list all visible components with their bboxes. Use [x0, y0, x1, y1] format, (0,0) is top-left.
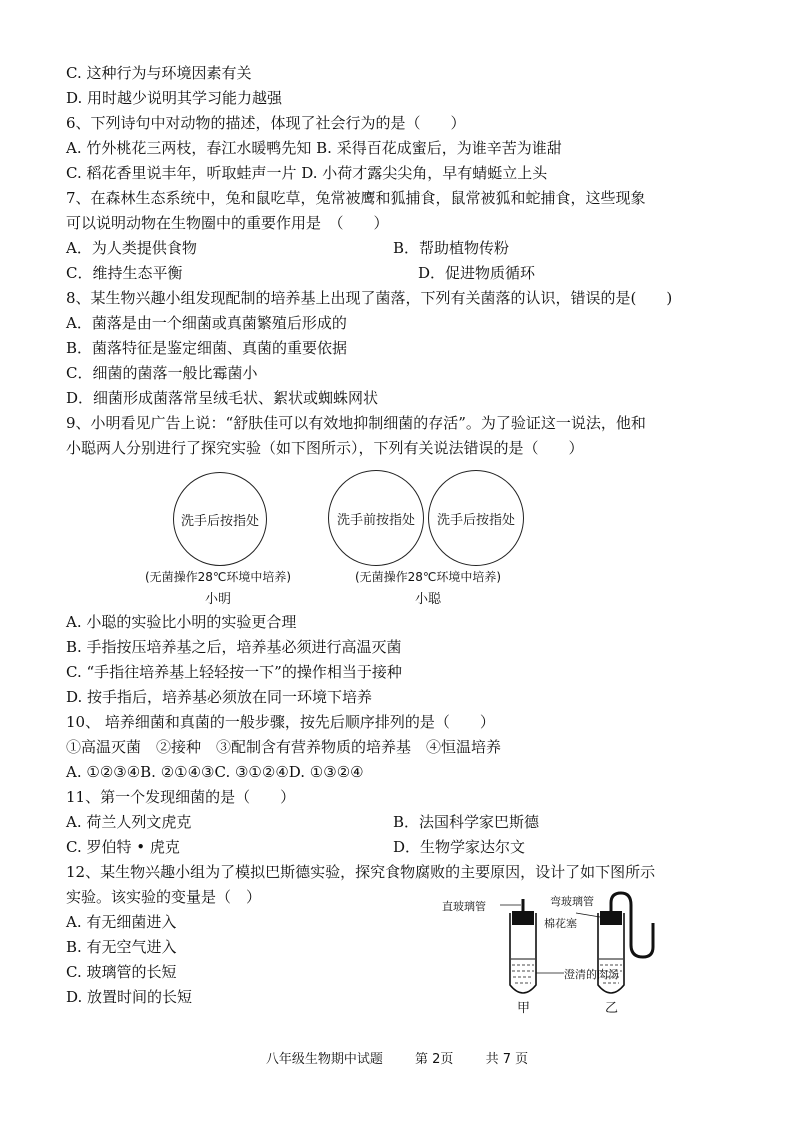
label-yi: 乙: [605, 1001, 619, 1016]
q9-stem-2: 小聪两人分别进行了探究实验（如下图所示），下列有关说法错误的是（ ）: [66, 439, 584, 457]
xiaocong-dish-after-label: 洗手后按指处: [436, 512, 515, 528]
xiaocong-name: 小聪: [414, 592, 441, 607]
q8-option-b: B．菌落特征是鉴定细菌、真菌的重要依据: [66, 339, 348, 357]
q10-steps: ①高温灭菌 ②接种 ③配制含有营养物质的培养基 ④恒温培养: [66, 738, 502, 756]
broth-label: 澄清的肉汤: [564, 968, 619, 981]
xiaocong-dish-before-label: 洗手前按指处: [336, 512, 415, 528]
xiaoming-caption: (无菌操作28℃环境中培养): [144, 570, 292, 584]
q9-option-b: B. 手指按压培养基之后，培养基必须进行高温灭菌: [66, 638, 402, 656]
q9-option-c: C. “手指往培养基上轻轻按一下”的操作相当于接种: [66, 663, 402, 681]
q7-option-b: B．帮助植物传粉: [393, 239, 510, 257]
q7-option-a: A．为人类提供食物: [66, 239, 197, 257]
q7-stem-1: 7、在森林生态系统中，兔和鼠吃草，兔常被鹰和狐捕食，鼠常被狐和蛇捕食，这些现象: [66, 189, 646, 207]
footer-title: 八年级生物期中试题: [265, 1052, 383, 1067]
cotton-plug-label: 棉花塞: [544, 917, 577, 930]
q11-stem: 11、第一个发现细菌的是（ ）: [66, 788, 296, 806]
footer-total: 共 7 页: [485, 1052, 529, 1067]
q6-options-ab: A. 竹外桃花三两枝，春江水暖鸭先知 B. 采得百花成蜜后，为谁辛苦为谁甜: [66, 139, 562, 157]
page-footer: [0, 1048, 794, 1067]
q12-option-a: A. 有无细菌进入: [66, 913, 177, 931]
q11-option-a: A. 荷兰人列文虎克: [66, 813, 192, 831]
q8-option-c: C．细菌的菌落一般比霉菌小: [66, 364, 258, 382]
q8-option-d: D．细菌形成菌落常呈绒毛状、絮状或蜘蛛网状: [66, 389, 379, 407]
q10-stem: 10、 培养细菌和真菌的一般步骤，按先后顺序排列的是（ ）: [66, 713, 495, 731]
bent-tube-label: 弯玻璃管: [550, 895, 594, 908]
straight-tube-label: 直玻璃管: [442, 900, 486, 913]
q12-option-d: D. 放置时间的长短: [66, 988, 193, 1006]
q12-option-b: B. 有无空气进入: [66, 938, 177, 956]
q9-option-d: D. 按手指后，培养基必须放在同一环境下培养: [66, 688, 373, 706]
tube-jia: [510, 899, 536, 993]
q9-stem-1: 9、小明看见广告上说：“舒肤佳可以有效地抑制细菌的存活”。为了验证这一说法，他和: [66, 414, 646, 432]
q12-figure: [440, 885, 700, 1015]
q6-stem: 6、下列诗句中对动物的描述，体现了社会行为的是（ ）: [66, 114, 466, 132]
q12-option-c: C. 玻璃管的长短: [66, 963, 177, 981]
q6-options-cd: C. 稻花香里说丰年，听取蛙声一片 D. 小荷才露尖尖角，早有蜻蜓立上头: [66, 164, 548, 182]
q7-option-d: D．促进物质循环: [418, 264, 536, 282]
q12-stem-2: 实验。该实验的变量是（ ）: [66, 888, 262, 906]
xiaoming-dish: [173, 472, 267, 566]
label-jia: 甲: [517, 1001, 531, 1016]
xiaocong-dish-after: [428, 470, 524, 566]
q10-options: A. ①②③④B. ②①④③C. ③①②④D. ①③②④: [66, 763, 364, 781]
footer-page: 第 2页: [415, 1052, 454, 1067]
q11-option-b: B．法国科学家巴斯德: [393, 813, 540, 831]
q7-stem-2: 可以说明动物在生物圈中的重要作用是 （ ）: [66, 214, 389, 232]
xiaoming-dish-label: 洗手后按指处: [180, 513, 259, 529]
q9-option-a: A. 小聪的实验比小明的实验更合理: [66, 613, 297, 631]
q8-stem: 8、某生物兴趣小组发现配制的培养基上出现了菌落，下列有关菌落的认识，错误的是( ): [66, 289, 673, 307]
q5-option-c: C. 这种行为与环境因素有关: [66, 64, 252, 82]
xiaocong-dish-before: [328, 470, 424, 566]
q11-option-c: C. 罗伯特 • 虎克: [66, 838, 180, 856]
q5-option-d: D. 用时越少说明其学习能力越强: [66, 89, 283, 107]
q9-figure: [0, 460, 794, 610]
q11-option-d: D．生物学家达尔文: [393, 838, 526, 856]
q12-stem-1: 12、某生物兴趣小组为了模拟巴斯德实验，探究食物腐败的主要原因，设计了如下图所示: [66, 863, 656, 881]
xiaocong-caption: (无菌操作28℃环境中培养): [354, 570, 502, 584]
xiaoming-name: 小明: [204, 592, 231, 607]
q8-option-a: A．菌落是由一个细菌或真菌繁殖后形成的: [66, 314, 347, 332]
q7-option-c: C．维持生态平衡: [66, 264, 183, 282]
